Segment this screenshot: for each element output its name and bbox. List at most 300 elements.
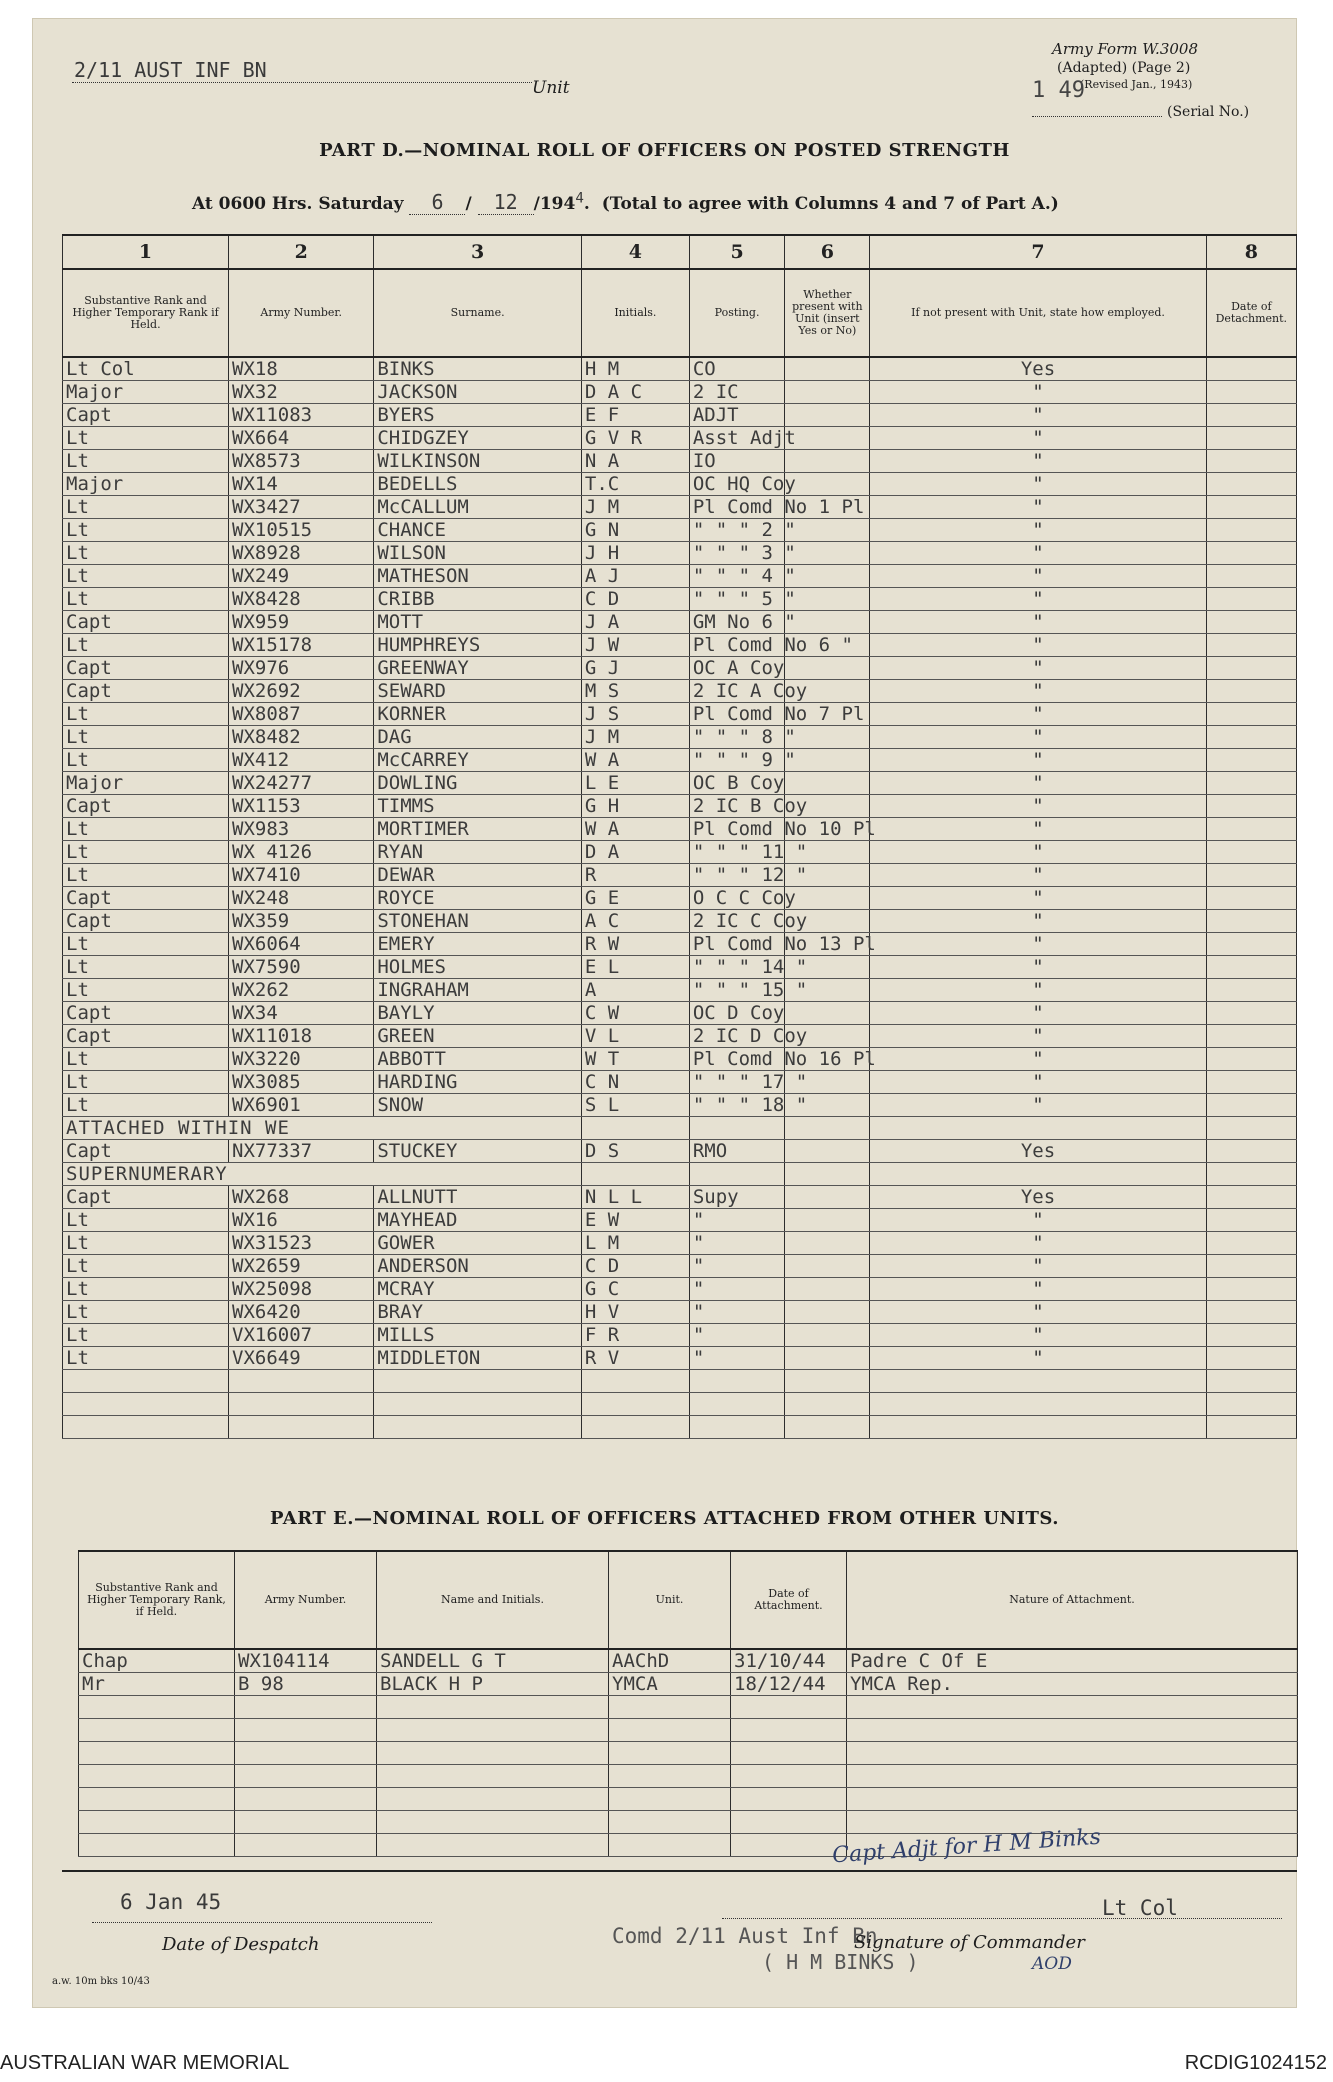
table-cell [1206, 726, 1296, 749]
table-cell: VX16007 [229, 1324, 374, 1347]
table-cell [785, 1301, 870, 1324]
table-cell: " [689, 1347, 784, 1370]
table-cell: Capt [63, 611, 229, 634]
table-cell: " " " 14 " [689, 956, 784, 979]
table-cell: CRIBB [374, 588, 582, 611]
table-cell: WX15178 [229, 634, 374, 657]
table-cell [785, 357, 870, 381]
table-cell [731, 1719, 847, 1742]
table-cell: BAYLY [374, 1002, 582, 1025]
table-cell [785, 1232, 870, 1255]
table-cell: Lt [63, 726, 229, 749]
table-cell [785, 887, 870, 910]
table-cell: OC HQ Coy [689, 473, 784, 496]
table-cell: MORTIMER [374, 818, 582, 841]
table-cell: GREENWAY [374, 657, 582, 680]
table-cell [1206, 1324, 1296, 1347]
table-cell: " [870, 588, 1206, 611]
table-cell: " [870, 910, 1206, 933]
table-cell: " [870, 657, 1206, 680]
footer-right: RCDIG1024152 [1184, 2052, 1327, 2074]
table-cell [731, 1788, 847, 1811]
table-cell: AAChD [609, 1649, 731, 1673]
table-cell: G E [581, 887, 689, 910]
table-cell: WX664 [229, 427, 374, 450]
table-cell: " [870, 1048, 1206, 1071]
table-cell [785, 427, 870, 450]
table-cell: INGRAHAM [374, 979, 582, 1002]
table-row [63, 1370, 1297, 1393]
table-cell: WX412 [229, 749, 374, 772]
table-cell [79, 1788, 235, 1811]
table-cell [731, 1811, 847, 1834]
table-cell: " [870, 1255, 1206, 1278]
table-cell [785, 565, 870, 588]
table-cell: " [870, 864, 1206, 887]
table-cell: WX8087 [229, 703, 374, 726]
table-cell: TIMMS [374, 795, 582, 818]
table-cell: CHIDGZEY [374, 427, 582, 450]
table-cell: D S [581, 1140, 689, 1163]
table-row [79, 1811, 1298, 1834]
table-cell: Pl Comd No 6 " [689, 634, 784, 657]
table-row [63, 1140, 1297, 1163]
table-cell: J A [581, 611, 689, 634]
table-cell [785, 772, 870, 795]
table-cell [1206, 1048, 1296, 1071]
table-cell [79, 1811, 235, 1834]
table-cell [689, 1393, 784, 1416]
table-cell: Lt [63, 427, 229, 450]
signature-line [722, 1918, 1282, 1919]
unit-line [72, 82, 532, 83]
table-cell: Capt [63, 1186, 229, 1209]
column-header-7: If not present with Unit, state how employed. [870, 269, 1206, 357]
table-cell [1206, 1393, 1296, 1416]
table-cell: R W [581, 933, 689, 956]
column-number-5: 5 [689, 235, 784, 269]
table-cell: " [870, 450, 1206, 473]
table-cell: " [870, 818, 1206, 841]
table-cell: " [870, 1094, 1206, 1117]
table-cell [1206, 1025, 1296, 1048]
table-cell [785, 657, 870, 680]
table-cell [785, 519, 870, 542]
table-cell [1206, 1278, 1296, 1301]
table-cell: WX11083 [229, 404, 374, 427]
despatch-label: Date of Despatch [162, 1934, 320, 1955]
table-cell: T.C [581, 473, 689, 496]
table-cell: YMCA Rep. [847, 1673, 1298, 1696]
table-cell: " [870, 1071, 1206, 1094]
table-cell [785, 1186, 870, 1209]
table-cell: MAYHEAD [374, 1209, 582, 1232]
part-e-column-header-3: Name and Initials. [377, 1551, 609, 1649]
table-cell: " [870, 956, 1206, 979]
table-cell: Lt [63, 588, 229, 611]
table-cell: Lt [63, 979, 229, 1002]
table-row [63, 427, 1297, 450]
table-cell: WX976 [229, 657, 374, 680]
serial-line [1032, 116, 1162, 117]
table-cell: Capt [63, 1002, 229, 1025]
table-cell: H V [581, 1301, 689, 1324]
table-cell: " [870, 473, 1206, 496]
table-cell [229, 1393, 374, 1416]
table-row [79, 1673, 1298, 1696]
table-cell [731, 1742, 847, 1765]
table-cell [1206, 887, 1296, 910]
column-number-8: 8 [1206, 235, 1296, 269]
table-cell [609, 1765, 731, 1788]
table-cell [689, 1117, 784, 1140]
table-cell: Yes [870, 1140, 1206, 1163]
table-cell: " [870, 519, 1206, 542]
table-cell: MILLS [374, 1324, 582, 1347]
table-cell: " " " 12 " [689, 864, 784, 887]
table-cell [731, 1834, 847, 1857]
table-cell: H M [581, 357, 689, 381]
table-cell [235, 1696, 377, 1719]
date-month: 12 [478, 190, 534, 215]
table-cell: DAG [374, 726, 582, 749]
table-cell: WX14 [229, 473, 374, 496]
column-header-5: Posting. [689, 269, 784, 357]
table-cell: " " " 8 " [689, 726, 784, 749]
table-cell [1206, 496, 1296, 519]
table-row [63, 1232, 1297, 1255]
table-cell: HOLMES [374, 956, 582, 979]
table-cell: WX34 [229, 1002, 374, 1025]
table-row [63, 1094, 1297, 1117]
table-cell [785, 1347, 870, 1370]
table-cell: " " " 2 " [689, 519, 784, 542]
table-cell [1206, 818, 1296, 841]
table-cell: GM No 6 " [689, 611, 784, 634]
table-cell [581, 1117, 689, 1140]
table-cell: G N [581, 519, 689, 542]
table-cell: WX8428 [229, 588, 374, 611]
table-cell: Lt [63, 1278, 229, 1301]
unit-value: 2/11 AUST INF BN [74, 58, 267, 82]
table-cell [581, 1416, 689, 1439]
table-cell: GOWER [374, 1232, 582, 1255]
table-cell: STUCKEY [374, 1140, 582, 1163]
table-cell [1206, 1071, 1296, 1094]
table-cell: " [870, 611, 1206, 634]
table-row [63, 1025, 1297, 1048]
table-cell: OC A Coy [689, 657, 784, 680]
table-cell: Lt [63, 1209, 229, 1232]
table-cell: Capt [63, 887, 229, 910]
table-cell: VX6649 [229, 1347, 374, 1370]
table-row [63, 887, 1297, 910]
table-row [63, 795, 1297, 818]
table-cell [731, 1765, 847, 1788]
table-cell [1206, 680, 1296, 703]
column-header-2: Army Number. [229, 269, 374, 357]
column-number-1: 1 [63, 235, 229, 269]
table-cell: MIDDLETON [374, 1347, 582, 1370]
table-cell: WX6064 [229, 933, 374, 956]
table-cell: " [870, 772, 1206, 795]
table-cell [689, 1416, 784, 1439]
table-cell: 2 IC B Coy [689, 795, 784, 818]
table-cell [785, 1278, 870, 1301]
table-cell [847, 1742, 1298, 1765]
table-cell: " " " 17 " [689, 1071, 784, 1094]
table-cell: WX1153 [229, 795, 374, 818]
table-cell: MATHESON [374, 565, 582, 588]
table-cell: S L [581, 1094, 689, 1117]
table-row [63, 1163, 1297, 1186]
serial-number: 1 49 [1032, 78, 1085, 103]
table-cell: " [870, 634, 1206, 657]
table-cell: Lt [63, 1324, 229, 1347]
table-cell: " [870, 427, 1206, 450]
table-cell: RMO [689, 1140, 784, 1163]
table-cell [1206, 381, 1296, 404]
table-cell: E W [581, 1209, 689, 1232]
table-cell: WX31523 [229, 1232, 374, 1255]
table-row [63, 1209, 1297, 1232]
table-cell: " [870, 1347, 1206, 1370]
table-cell [235, 1765, 377, 1788]
unit-label: Unit [532, 78, 570, 98]
table-cell [581, 1163, 689, 1186]
table-cell: Chap [79, 1649, 235, 1673]
part-e-column-header-2: Army Number. [235, 1551, 377, 1649]
table-cell [1206, 864, 1296, 887]
table-row [63, 841, 1297, 864]
part-e-body [79, 1649, 1298, 1857]
typed-command: Comd 2/11 Aust Inf Bn [612, 1924, 878, 1948]
table-cell [609, 1788, 731, 1811]
table-cell: " [870, 404, 1206, 427]
table-row [63, 818, 1297, 841]
table-row [79, 1719, 1298, 1742]
despatch-date: 6 Jan 45 [120, 1890, 222, 1914]
table-cell: " [870, 542, 1206, 565]
table-cell [79, 1742, 235, 1765]
table-cell [1206, 1186, 1296, 1209]
table-row [63, 1117, 1297, 1140]
table-cell: " [870, 726, 1206, 749]
table-cell: ADJT [689, 404, 784, 427]
table-cell: A C [581, 910, 689, 933]
part-e-column-header-4: Unit. [609, 1551, 731, 1649]
table-row [63, 1071, 1297, 1094]
table-cell: HARDING [374, 1071, 582, 1094]
date-line: At 0600 Hrs. Saturday 6 / 12 $/194^4$. (Total to agree with Columns 4 and 7 of Part A.) [192, 190, 1059, 214]
table-cell: McCARREY [374, 749, 582, 772]
commander-signature: Capt Adjt for H M Binks [831, 1824, 1102, 1869]
table-row [63, 864, 1297, 887]
table-cell: " " " 9 " [689, 749, 784, 772]
column-number-6: 6 [785, 235, 870, 269]
table-cell [581, 1393, 689, 1416]
table-cell [235, 1719, 377, 1742]
table-row [63, 1393, 1297, 1416]
table-cell: WX32 [229, 381, 374, 404]
table-cell: " [870, 979, 1206, 1002]
table-cell [235, 1742, 377, 1765]
table-cell [1206, 749, 1296, 772]
table-row [63, 703, 1297, 726]
table-row [63, 565, 1297, 588]
table-cell: WX983 [229, 818, 374, 841]
table-cell: " " " 18 " [689, 1094, 784, 1117]
table-cell: Lt [63, 519, 229, 542]
table-cell: Capt [63, 657, 229, 680]
table-cell [1206, 1347, 1296, 1370]
table-cell: L M [581, 1232, 689, 1255]
table-cell: " [870, 381, 1206, 404]
table-cell: J M [581, 496, 689, 519]
table-row [63, 933, 1297, 956]
table-cell [609, 1742, 731, 1765]
part-d-table [62, 234, 1297, 1439]
table-cell: WILKINSON [374, 450, 582, 473]
table-cell [1206, 588, 1296, 611]
table-cell: BLACK H P [377, 1673, 609, 1696]
date-prefix: At 0600 Hrs. Saturday [192, 194, 404, 214]
part-e-table [78, 1550, 1298, 1857]
table-row [63, 473, 1297, 496]
table-cell [79, 1765, 235, 1788]
table-row [79, 1834, 1298, 1857]
table-cell: SANDELL G T [377, 1649, 609, 1673]
column-number-3: 3 [374, 235, 582, 269]
part-e-column-header-5: Date of Attachment. [731, 1551, 847, 1649]
table-cell: Lt [63, 542, 229, 565]
table-cell: V L [581, 1025, 689, 1048]
table-cell: 2 IC C Coy [689, 910, 784, 933]
table-cell [63, 1416, 229, 1439]
part-e-column-header-1: Substantive Rank and Higher Temporary Rank, if Held. [79, 1551, 235, 1649]
table-row [63, 1347, 1297, 1370]
table-cell [609, 1811, 731, 1834]
table-cell [1206, 772, 1296, 795]
table-cell: WX104114 [235, 1649, 377, 1673]
table-cell [785, 1416, 870, 1439]
table-cell: WX248 [229, 887, 374, 910]
table-cell: McCALLUM [374, 496, 582, 519]
table-cell [785, 1140, 870, 1163]
table-cell: Lt Col [63, 357, 229, 381]
table-cell: WX16 [229, 1209, 374, 1232]
table-cell: " [870, 680, 1206, 703]
table-cell [1206, 1370, 1296, 1393]
table-row [63, 1416, 1297, 1439]
table-cell [731, 1696, 847, 1719]
table-cell: BRAY [374, 1301, 582, 1324]
table-cell [785, 1324, 870, 1347]
table-cell: D A C [581, 381, 689, 404]
table-cell: J S [581, 703, 689, 726]
table-cell: IO [689, 450, 784, 473]
table-cell: " [870, 1324, 1206, 1347]
table-cell [235, 1788, 377, 1811]
table-cell [785, 404, 870, 427]
table-cell: W A [581, 749, 689, 772]
table-cell [1206, 1163, 1296, 1186]
table-cell [785, 450, 870, 473]
table-cell [1206, 357, 1296, 381]
table-cell: 2 IC D Coy [689, 1025, 784, 1048]
table-row [79, 1696, 1298, 1719]
table-cell: Lt [63, 634, 229, 657]
table-cell [1206, 910, 1296, 933]
table-cell: F R [581, 1324, 689, 1347]
table-cell [870, 1163, 1206, 1186]
table-row [63, 1255, 1297, 1278]
column-header-row [63, 269, 1297, 357]
table-cell: E F [581, 404, 689, 427]
table-cell [1206, 1209, 1296, 1232]
table-cell: WX3085 [229, 1071, 374, 1094]
table-cell: WX11018 [229, 1025, 374, 1048]
table-cell: BYERS [374, 404, 582, 427]
table-cell: Capt [63, 680, 229, 703]
table-cell: " [870, 933, 1206, 956]
table-cell [785, 1393, 870, 1416]
table-cell: G J [581, 657, 689, 680]
table-cell [785, 542, 870, 565]
table-row [63, 404, 1297, 427]
table-cell [377, 1765, 609, 1788]
table-cell: BEDELLS [374, 473, 582, 496]
table-cell: Padre C Of E [847, 1649, 1298, 1673]
table-cell: C W [581, 1002, 689, 1025]
table-row [63, 680, 1297, 703]
column-number-7: 7 [870, 235, 1206, 269]
table-cell: WX7410 [229, 864, 374, 887]
table-cell: Lt [63, 703, 229, 726]
table-cell: B 98 [235, 1673, 377, 1696]
table-cell: " [870, 496, 1206, 519]
table-cell: Lt [63, 749, 229, 772]
table-row [63, 1186, 1297, 1209]
table-cell: Mr [79, 1673, 235, 1696]
table-cell: WX3220 [229, 1048, 374, 1071]
signature-label: Signature of Commander [854, 1932, 1085, 1953]
table-cell: A J [581, 565, 689, 588]
table-cell: ABBOTT [374, 1048, 582, 1071]
table-cell [1206, 933, 1296, 956]
table-row [79, 1649, 1298, 1673]
table-cell: Major [63, 473, 229, 496]
table-cell: MOTT [374, 611, 582, 634]
table-cell: WX249 [229, 565, 374, 588]
table-cell [870, 1393, 1206, 1416]
table-cell [1206, 634, 1296, 657]
table-cell: WX359 [229, 910, 374, 933]
table-cell [374, 1393, 582, 1416]
table-cell: " [689, 1324, 784, 1347]
table-cell: Lt [63, 450, 229, 473]
table-cell [374, 1416, 582, 1439]
table-cell: Pl Comd No 10 Pl [689, 818, 784, 841]
table-cell [377, 1811, 609, 1834]
table-cell [609, 1834, 731, 1857]
table-cell [1206, 1117, 1296, 1140]
table-cell [785, 473, 870, 496]
column-header-1: Substantive Rank and Higher Temporary Rank if Held. [63, 269, 229, 357]
table-cell: " " " 3 " [689, 542, 784, 565]
table-cell [847, 1696, 1298, 1719]
table-cell: O C C Coy [689, 887, 784, 910]
